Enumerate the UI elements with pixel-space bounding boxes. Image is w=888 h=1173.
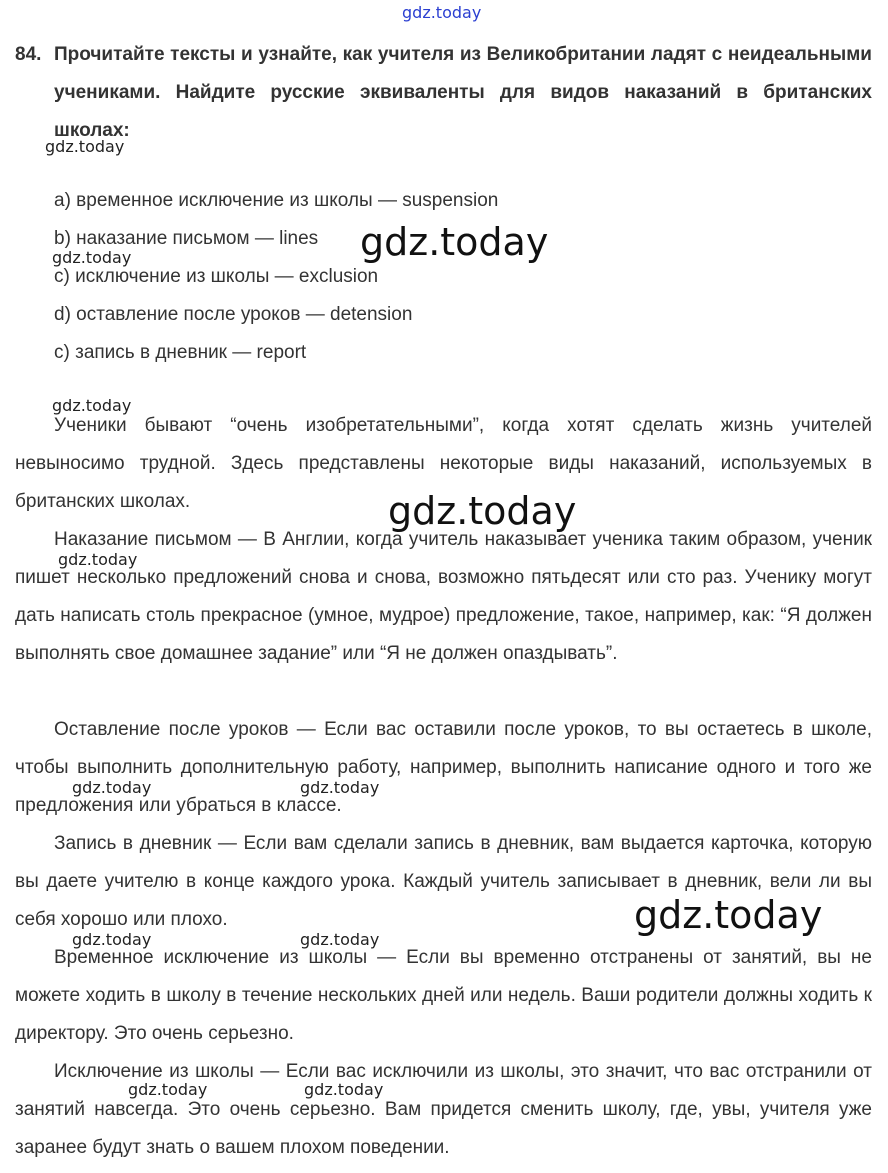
list-item: b) наказание письмом — lines (54, 228, 319, 249)
paragraph (15, 939, 872, 1053)
paragraph-text: Оставление после уроков — Если вас оставили после уроков, то вы остаетесь в школе, чтобы выполнить дополнительную работу, например, выполнить написание одного и того же предложения или убраться в классе. (15, 719, 872, 816)
watermark: gdz.today (52, 248, 132, 267)
list-item: a) временное исключение из школы — suspension (54, 190, 499, 211)
watermark: gdz.today (304, 1080, 384, 1099)
paragraph-text: Ученики бывают “очень изобретательными”, когда хотят сделать жизнь учителей невыносимо трудной. Здесь представлены некоторые виды наказаний, используемых в британских школах. (15, 415, 872, 512)
watermark: gdz.today (58, 550, 138, 569)
list-item: d) оставление после уроков — detension (54, 304, 413, 325)
watermark: gdz.today (388, 489, 577, 533)
watermark: gdz.today (300, 930, 380, 949)
list-item: c) исключение из школы — exclusion (54, 266, 379, 287)
watermark: gdz.today (45, 137, 125, 156)
list-item: c) запись в дневник — report (54, 342, 307, 363)
task-number: 84. (15, 44, 42, 65)
task-title: Прочитайте тексты и узнайте, как учителя из Великобритании ладят с неидеальными учениками. Найдите русские эквиваленты для видов наказаний в британских школах: (54, 44, 872, 141)
watermark: gdz.today (72, 778, 152, 797)
watermark-top: gdz.today (402, 3, 482, 22)
watermark: gdz.today (128, 1080, 208, 1099)
watermark: gdz.today (52, 396, 132, 415)
paragraph (15, 825, 872, 939)
punishment-list (54, 182, 498, 372)
paragraph (15, 521, 872, 673)
watermark: gdz.today (72, 930, 152, 949)
paragraph (15, 1053, 872, 1167)
watermark: gdz.today (634, 893, 823, 937)
paragraph-text: Исключение из школы — Если вас исключили из школы, это значит, что вас отстранили от занятий навсегда. Это очень серьезно. Вам придется сменить школу, где, увы, учителя уже заранее будут знать о вашем плохом поведении. (15, 1061, 872, 1158)
watermark: gdz.today (300, 778, 380, 797)
paragraph (15, 407, 872, 521)
paragraph-text: Запись в дневник — Если вам сделали запись в дневник, вам выдается карточка, которую вы даете учителю в конце каждого урока. Каждый учитель записывает в дневник, вели ли вы себя хорошо или плохо. (15, 833, 872, 930)
paragraph (15, 711, 872, 825)
paragraph-text: Временное исключение из школы — Если вы временно отстранены от занятий, вы не можете ходить в школу в течение нескольких дней или недель. Ваши родители должны ходить к директору. Это очень серьезно. (15, 947, 872, 1044)
paragraph-text: Наказание письмом — В Англии, когда учитель наказывает ученика таким образом, ученик пишет несколько предложений снова и снова, возможно пятьдесят или сто раз. Ученику могут дать написать столь прекрасное (умное, мудрое) предложение, такое, например, как: “Я должен выполнять свое домашнее задание” или “Я не должен опаздывать”. (15, 529, 872, 664)
watermark: gdz.today (360, 220, 549, 264)
